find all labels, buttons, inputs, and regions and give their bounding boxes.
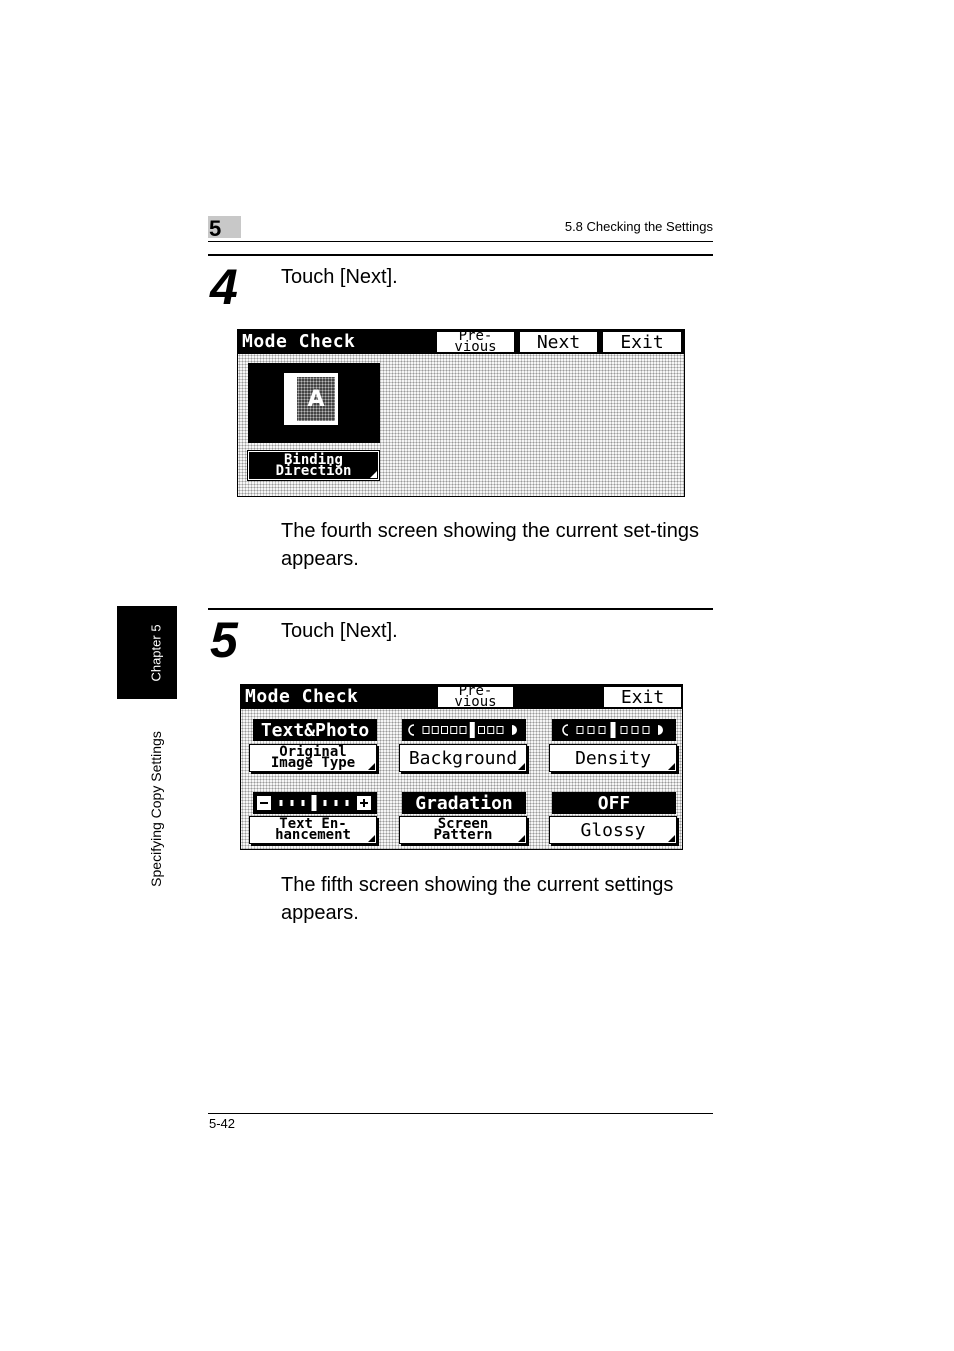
text-enhancement-level-icon xyxy=(253,792,377,814)
step-5-rule xyxy=(208,608,713,610)
text-enhancement-scale xyxy=(280,795,349,811)
background-label: Background xyxy=(408,747,518,769)
corner-mark-icon xyxy=(368,835,375,842)
page-letter: A xyxy=(307,386,325,412)
exit-button[interactable]: Exit xyxy=(602,331,682,353)
glossy-button[interactable] xyxy=(549,816,677,844)
text-enhancement-label: Text En- hancement xyxy=(275,816,351,843)
screen-5-title: Mode Check xyxy=(245,686,359,707)
background-button[interactable] xyxy=(399,744,527,772)
level-marker xyxy=(312,795,317,811)
screen-pattern-value: Gradation xyxy=(402,792,526,814)
level-step xyxy=(451,727,457,734)
corner-mark-icon xyxy=(368,763,375,770)
mode-check-screen-4 xyxy=(237,329,685,497)
density-label: Density xyxy=(575,747,651,769)
glossy-label: Glossy xyxy=(580,819,646,841)
chapter-tab-label: Chapter 5 xyxy=(148,624,164,682)
section-title: 5.8 Checking the Settings xyxy=(564,219,713,234)
level-step xyxy=(291,800,294,806)
background-level-icon xyxy=(402,719,526,741)
background-scale xyxy=(423,722,503,738)
density-level-indicator xyxy=(552,719,676,741)
binding-preview-area xyxy=(248,363,380,443)
step-4-description: The fourth screen showing the current set-tings appears. xyxy=(281,520,699,570)
step-4-rule xyxy=(208,254,713,256)
corner-mark-icon xyxy=(518,835,525,842)
background-level-indicator xyxy=(402,719,526,741)
corner-mark-icon xyxy=(668,763,675,770)
footer-rule xyxy=(208,1113,713,1114)
section-side-label: Specifying Copy Settings xyxy=(148,731,164,887)
density-scale xyxy=(577,722,649,738)
level-step xyxy=(423,727,429,734)
level-step xyxy=(497,727,503,734)
level-step xyxy=(632,727,638,734)
level-marker xyxy=(470,722,475,738)
screen-pattern-button[interactable] xyxy=(399,816,527,844)
level-step xyxy=(643,727,649,734)
previous-button[interactable]: Pre- vious xyxy=(436,331,515,353)
original-image-type-label: Original Image Type xyxy=(270,744,356,771)
level-step xyxy=(488,727,494,734)
exit-button[interactable]: Exit xyxy=(603,686,682,708)
density-level-icon xyxy=(552,719,676,741)
chapter-side-tab xyxy=(117,606,177,699)
density-button[interactable] xyxy=(549,744,677,772)
page-icon xyxy=(284,373,338,425)
level-step xyxy=(442,727,448,734)
level-step xyxy=(432,727,438,734)
text-enhancement-level-indicator xyxy=(253,792,377,814)
level-step xyxy=(346,800,349,806)
step-5-description: The fifth screen showing the current settings appears. xyxy=(281,874,674,924)
binding-direction-button[interactable] xyxy=(248,451,379,480)
text-enhancement-button[interactable] xyxy=(249,816,377,844)
level-step xyxy=(335,800,338,806)
level-step xyxy=(621,727,627,734)
original-image-type-button[interactable] xyxy=(249,744,377,772)
corner-mark-icon xyxy=(668,835,675,842)
corner-mark-icon xyxy=(518,763,525,770)
step-5-number: 5 xyxy=(210,612,238,668)
chapter-number: 5 xyxy=(209,216,222,241)
step-4-number: 4 xyxy=(210,259,238,315)
next-button[interactable]: Next xyxy=(519,331,598,353)
header-rule xyxy=(208,241,713,242)
level-step xyxy=(588,727,594,734)
image-type-value: Text&Photo xyxy=(253,719,377,741)
level-step xyxy=(280,800,283,806)
screen-pattern-label: Screen Pattern xyxy=(433,816,493,843)
level-step xyxy=(460,727,466,734)
corner-mark-icon xyxy=(370,471,377,478)
page-number: 5-42 xyxy=(209,1116,236,1131)
step-5-instruction: Touch [Next]. xyxy=(281,620,398,642)
level-marker xyxy=(611,722,616,738)
level-step xyxy=(324,800,327,806)
screen-4-title: Mode Check xyxy=(242,331,356,352)
binding-direction-label: Binding Direction xyxy=(275,451,352,479)
level-step xyxy=(479,727,485,734)
previous-button[interactable]: Pre- vious xyxy=(437,686,514,708)
level-step xyxy=(577,727,583,734)
mode-check-screen-5 xyxy=(240,684,683,850)
level-step xyxy=(302,800,305,806)
glossy-value: OFF xyxy=(552,792,676,814)
step-4-instruction: Touch [Next]. xyxy=(281,266,398,288)
level-step xyxy=(599,727,605,734)
